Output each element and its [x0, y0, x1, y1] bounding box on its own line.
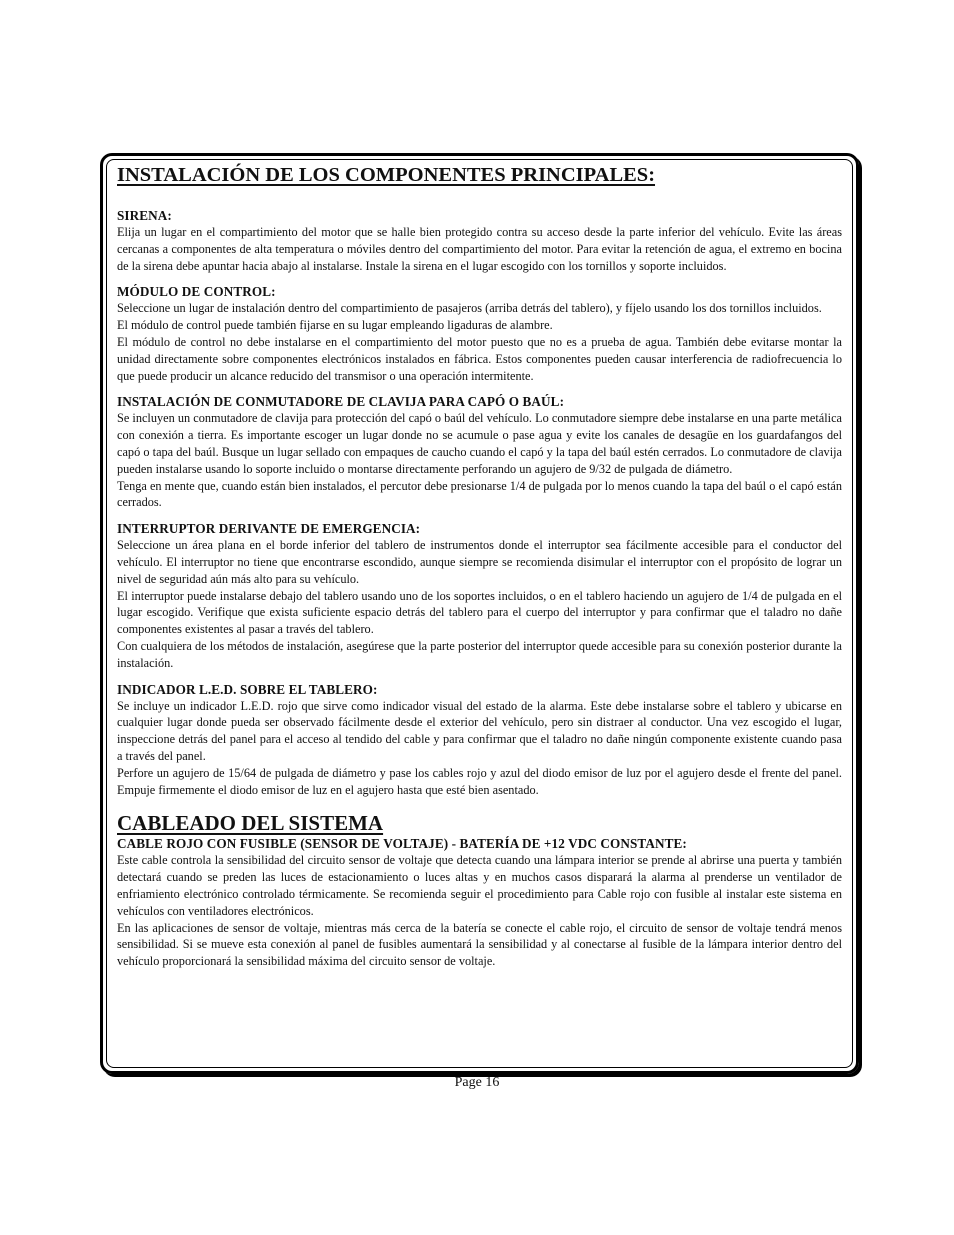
section-paragraph: El módulo de control puede también fijarse en su lugar empleando ligaduras de alambre. [117, 318, 553, 333]
section-interruptor [117, 520, 842, 671]
section-heading: CABLE ROJO CON FUSIBLE (SENSOR DE VOLTAJE) - BATERÍA DE +12 VDC CONSTANTE: [117, 836, 687, 852]
wiring-title: CABLEADO DEL SISTEMA [117, 811, 384, 836]
page-title: INSTALACIÓN DE LOS COMPONENTES PRINCIPALES: [117, 164, 656, 186]
section-indicador-led [117, 681, 842, 799]
section-heading: INSTALACIÓN DE CONMUTADORE DE CLAVIJA PARA CAPÓ O BAÚL: [117, 394, 565, 410]
section-heading: INTERRUPTOR DERIVANTE DE EMERGENCIA: [117, 521, 421, 537]
section-paragraph: Se incluyen un conmutadore de clavija para protección del capó o baúl del vehículo. Lo conmutadore siempre debe instalarse en una parte metálica con conexión a tierra. Es importante escoger un lugar donde no se acumule o pase agua y evite los canales de desagüe en los guardafangos del capó o tapa del baúl. Busque un lugar sellado con empaques de caucho cuando el capó y la tapa del baúl estén cerrados. Lo conmutadore de clavija pueden instalarse usando lo soporte incluido o montarse directamente perforando un agujero de 9/32 de pulgada de diámetro. [117, 411, 842, 476]
section-paragraph: Con cualquiera de los métodos de instalación, asegúrese que la parte posterior del interruptor quede accesible para su conexión posterior durante la instalación. [117, 638, 842, 670]
page-number: Page 16 [454, 1075, 500, 1090]
section-heading: INDICADOR L.E.D. SOBRE EL TABLERO: [117, 681, 378, 697]
section-paragraph: Tenga en mente que, cuando están bien instalados, el percutor debe presionarse 1/4 de pulgada por lo menos cuando la tapa del baúl o el capó están cerrados. [117, 478, 842, 510]
section-paragraph: Perfore un agujero de 15/64 de pulgada de diámetro y pase los cables rojo y azul del diodo emisor de luz por el agujero desde el frente del panel. Empuje firmemente el diodo emisor de luz en el agujero hasta que esté bien asentado. [117, 765, 842, 797]
section-paragraph: En las aplicaciones de sensor de voltaje, mientras más cerca de la batería se conecte el cable rojo, el circuito de sensor de voltaje tendrá menos sensibilidad. Si se mueve esta conexión al panel de fusibles aumentará la sensibilidad y al conectarse al fusible de la lámpara interior dentro del vehículo proporcionará la sensibilidad máxima del circuito sensor de voltaje. [117, 920, 842, 969]
section-paragraph: El módulo de control no debe instalarse en el compartimiento del motor puesto que no es a prueba de agua. También debe evitarse montar la unidad directamente sobre componentes electrónicos instalados en fábrica. Estos componentes pueden causar interferencia de radiofrecuencia lo que puede producir un alcance reducido del transmisor o una operación intermitente. [117, 334, 842, 383]
section-cableado [117, 811, 842, 970]
section-paragraph: Se incluye un indicador L.E.D. rojo que sirve como indicador visual del estado de la alarma. Este debe instalarse sobre el tablero y ubicarse en cualquier lugar donde pueda ser observado fácilmente desde el exterior del vehículo, pero sin distraer al conductor. Una vez escogido el lugar, inspeccione detrás del panel para el acceso al tendido del cable y para confirmar que el taladro no dañe ningún componente existente cuando pasa a través del panel. [117, 698, 842, 763]
section-modulo-control [117, 283, 842, 384]
section-paragraph: Este cable controla la sensibilidad del circuito sensor de voltaje que detecta cuando una lámpara interior se prende al abrirse una puerta y también detectará cuando se preden las luces de estacionamiento o luces altas y en muchos casos disparará la alarma al prenderse un ventilador de enfriamiento electrónico controlado térmicamente. Se recomienda seguir el procedimiento para Cable rojo con fusible al instalar este sistema en vehículos con ventiladores electrónicos. [117, 853, 842, 918]
section-sirena [117, 207, 842, 274]
document-content [117, 160, 842, 970]
section-paragraph: El interruptor puede instalarse debajo del tablero usando uno de los soportes incluidos, o en el tablero haciendo un agujero de 1/4 de pulgada en el lugar escogido. Verifique que exista suficiente espacio detrás del tablero para el cuerpo del interruptor y para confirmar que el taladro no dañe componentes existentes al pasar a través del tablero. [117, 588, 842, 637]
section-conmutadore [117, 393, 842, 511]
section-paragraph: Seleccione un área plana en el borde inferior del tablero de instrumentos donde el interruptor sea fácilmente accesible para el conductor del vehículo. El interruptor no tiene que encontrarse escondido, aunque siempre se recomienda disimular el interruptor con el propósito de lograr un nivel de seguridad aún más alto para su vehículo. [117, 538, 842, 586]
section-paragraph: Elija un lugar en el compartimiento del motor que se halle bien protegido contra su acceso desde la parte inferior del vehículo. Evite las áreas cercanas a componentes de alta temperatura o móviles dentro del compartimiento del motor. Para evitar la retención de agua, el extremo en bocina de la sirena debe apuntar hacia abajo al instalarse. Instale la sirena en el lugar escogido con los tornillos y soporte incluidos. [117, 225, 842, 273]
section-heading: MÓDULO DE CONTROL: [117, 284, 276, 300]
section-paragraph: Seleccione un lugar de instalación dentro del compartimiento de pasajeros (arriba detrás del tablero), y fíjelo usando los dos tornillos incluidos. [117, 301, 822, 316]
section-heading: SIRENA: [117, 208, 172, 223]
